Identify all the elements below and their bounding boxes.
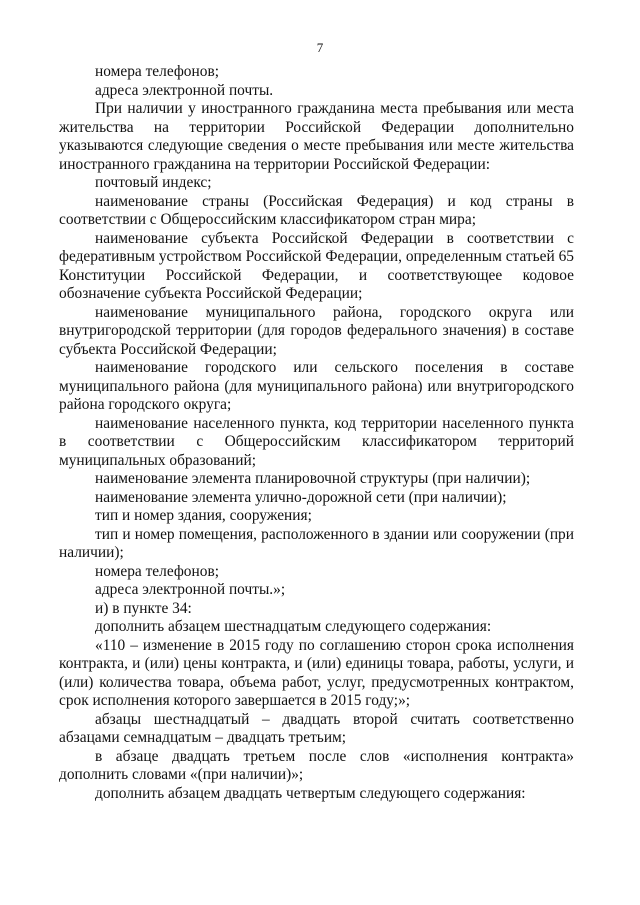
paragraph: наименование субъекта Российской Федерации в соответствии с федеративным устройством Российской Федерации, определенным статьей 65 Конституции Российской Федерации, и соответствующее кодовое обозначение субъекта Российской Федерации; bbox=[59, 229, 574, 302]
paragraph: наименование муниципального района, городского округа или внутригородской территории (для городов федерального значения) в составе субъекта Российской Федерации; bbox=[59, 303, 574, 358]
paragraph: тип и номер помещения, расположенного в здании или сооружении (при наличии); bbox=[59, 525, 574, 561]
paragraph: наименование элемента улично-дорожной сети (при наличии); bbox=[95, 488, 507, 506]
body-text bbox=[59, 63, 574, 803]
paragraph: наименование страны (Российская Федерация) и код страны в соответствии с Общероссийским классификатором стран мира; bbox=[59, 192, 574, 228]
paragraph: абзацы шестнадцатый – двадцать второй считать соответственно абзацами семнадцатым – двадцать третьим; bbox=[59, 710, 574, 746]
paragraph: адреса электронной почты. bbox=[95, 81, 274, 99]
paragraph: номера телефонов; bbox=[95, 63, 219, 80]
paragraph: наименование населенного пункта, код территории населенного пункта в соответствии с Общероссийским классификатором территорий муниципальных образований; bbox=[59, 414, 574, 469]
paragraph: адреса электронной почты.»; bbox=[95, 581, 286, 598]
paragraph: «110 – изменение в 2015 году по соглашению сторон срока исполнения контракта, и (или) цены контракта, и (или) единицы товара, работы, услуги, и (или) количества товара, объема работ, услуг, предусмотренных контрактом, срок исполнения которого завершается в 2015 году;»; bbox=[59, 636, 574, 709]
paragraph: тип и номер здания, сооружения; bbox=[95, 507, 312, 524]
paragraph: и) в пункте 34: bbox=[95, 599, 192, 617]
page-number: 7 bbox=[316, 40, 324, 55]
paragraph: номера телефонов; bbox=[95, 562, 219, 580]
paragraph: наименование элемента планировочной структуры (при наличии); bbox=[95, 470, 531, 487]
paragraph: дополнить абзацем шестнадцатым следующего содержания: bbox=[95, 618, 492, 635]
paragraph: дополнить абзацем двадцать четвертым следующего содержания: bbox=[95, 784, 526, 802]
paragraph: в абзаце двадцать третьем после слов «исполнения контракта» дополнить словами «(при наличии)»; bbox=[59, 747, 574, 783]
paragraph: наименование городского или сельского поселения в составе муниципального района (для муниципального района) или внутригородского района городского округа; bbox=[59, 359, 574, 413]
paragraph: почтовый индекс; bbox=[95, 174, 212, 191]
paragraph: При наличии у иностранного гражданина места пребывания или места жительства на территории Российской Федерации дополнительно указываются следующие сведения о месте пребывания или месте жительства иностранного гражданина на территории Российской Федерации: bbox=[59, 100, 574, 173]
